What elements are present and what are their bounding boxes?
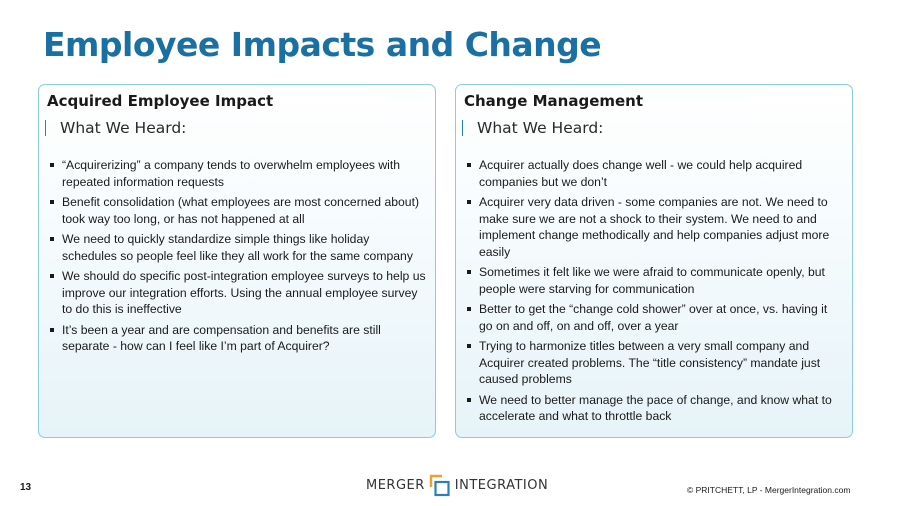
bullet-item: It’s been a year and are compensation and benefits are still separate - how can I feel like I’m part of Acquirer? [49, 322, 427, 355]
bullet-item: We need to quickly standardize simple things like holiday schedules so people feel like they all work for the same company [49, 231, 427, 264]
interlocking-squares-icon [429, 473, 451, 497]
bullet-list [49, 157, 427, 359]
card-subheading [462, 119, 603, 137]
copyright-notice: © PRITCHETT, LP - MergerIntegration.com [687, 485, 851, 495]
bullet-item: We should do specific post-integration employee surveys to help us improve our integration efforts. Using the annual employee survey to do this is ineffective [49, 268, 427, 318]
bullet-item: Acquirer actually does change well - we could help acquired companies but we don’t [466, 157, 844, 190]
bullet-list [466, 157, 844, 429]
slide-title: Employee Impacts and Change [43, 25, 602, 64]
bullet-item: We need to better manage the pace of change, and know what to accelerate and what to throttle back [466, 392, 844, 425]
subheading-text: What We Heard: [477, 119, 604, 137]
accent-bar [462, 120, 463, 136]
merger-integration-logo [366, 471, 548, 499]
page-number: 13 [20, 482, 32, 493]
card-subheading [45, 119, 186, 137]
bullet-item: “Acquirerizing” a company tends to overwhelm employees with repeated information requests [49, 157, 427, 190]
acquired-employee-impact-card [38, 84, 436, 438]
bullet-item: Trying to harmonize titles between a very small company and Acquirer created problems. The “title consistency” mandate just caused problems [466, 338, 844, 388]
accent-bar [45, 120, 46, 136]
card-heading: Acquired Employee Impact [47, 92, 274, 110]
change-management-card [455, 84, 853, 438]
subheading-text: What We Heard: [60, 119, 187, 137]
bullet-item: Better to get the “change cold shower” over at once, vs. having it go on and off, on and off, over a year [466, 301, 844, 334]
logo-text-integration: INTEGRATION [454, 477, 549, 493]
card-heading: Change Management [464, 92, 644, 110]
bullet-item: Sometimes it felt like we were afraid to communicate openly, but people were starving for communication [466, 264, 844, 297]
logo-text-merger: MERGER [366, 477, 425, 493]
bullet-item: Acquirer very data driven - some companies are not. We need to make sure we are not a shock to their system. We need to and implement change methodically and help companies adjust more easily [466, 194, 844, 260]
bullet-item: Benefit consolidation (what employees are most concerned about) took way too long, or has not happened at all [49, 194, 427, 227]
